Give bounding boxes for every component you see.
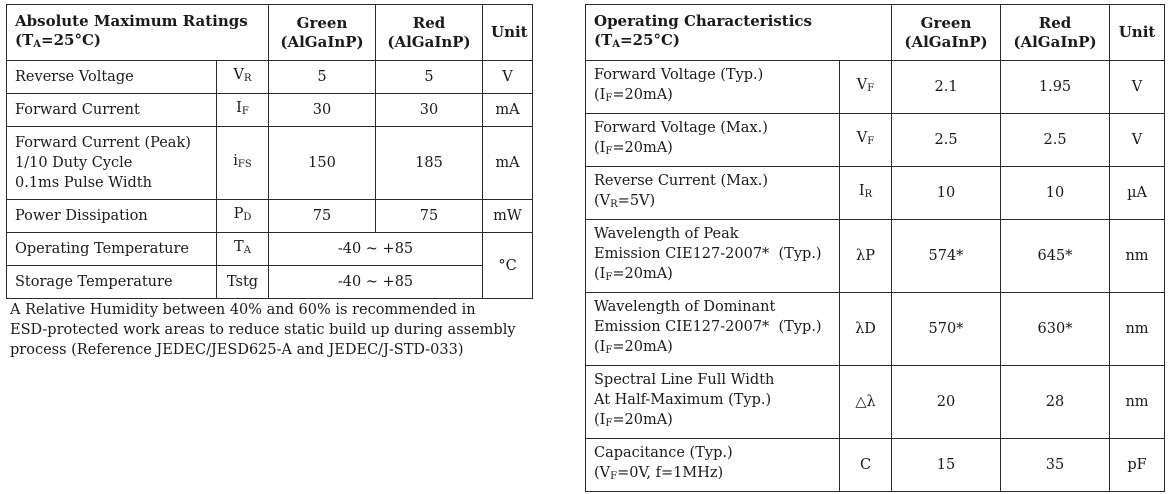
- note-line: A Relative Humidity between 40% and 60% is recommended in: [10, 302, 476, 318]
- unit-cell: mW: [483, 200, 533, 233]
- table-row: [586, 114, 1165, 167]
- table-header-row: [586, 5, 1165, 61]
- parameter-cell: Wavelength of Dominant Emission CIE127-2007* (Typ.) $(I_F=20mA)$: [586, 293, 840, 366]
- symbol-cell: $I_R$: [840, 167, 892, 220]
- red-column-header: Red (AlGaInP): [376, 5, 483, 61]
- symbol-cell: C: [840, 439, 892, 492]
- table-condition: $(T_A=25^\circ C)$: [15, 30, 102, 50]
- symbol-cell: λD: [840, 293, 892, 366]
- green-column-header: Green (AlGaInP): [892, 5, 1001, 61]
- table-row: [586, 439, 1165, 492]
- parameter-cell: Operating Temperature: [7, 233, 217, 266]
- table-row: [586, 167, 1165, 220]
- red-value-cell: 2.5: [1001, 114, 1110, 167]
- symbol-cell: $i_{FS}$: [217, 127, 269, 200]
- table-row: [7, 94, 533, 127]
- table-row: [586, 366, 1165, 439]
- absolute-maximum-ratings-table: [6, 4, 533, 299]
- green-value-cell: 20: [892, 366, 1001, 439]
- green-value-cell: 150: [269, 127, 376, 200]
- green-value-cell: 2.1: [892, 61, 1001, 114]
- table-title-cell: [7, 5, 269, 61]
- unit-column-header: Unit: [483, 5, 533, 61]
- symbol-cell: $P_D$: [217, 200, 269, 233]
- green-value-cell: 30: [269, 94, 376, 127]
- unit-cell: µA: [1110, 167, 1165, 220]
- parameter-cell: Reverse Voltage: [7, 61, 217, 94]
- table-row: [586, 293, 1165, 366]
- red-value-cell: 185: [376, 127, 483, 200]
- table-row: [7, 233, 533, 266]
- red-value-cell: 10: [1001, 167, 1110, 220]
- unit-cell: nm: [1110, 220, 1165, 293]
- green-value-cell: 5: [269, 61, 376, 94]
- green-column-header: Green (AlGaInP): [269, 5, 376, 61]
- table-header-row: [7, 5, 533, 61]
- red-value-cell: 1.95: [1001, 61, 1110, 114]
- red-value-cell: 5: [376, 61, 483, 94]
- table-row: [586, 61, 1165, 114]
- green-value-cell: 15: [892, 439, 1001, 492]
- unit-cell: V: [1110, 114, 1165, 167]
- table-row: [7, 127, 533, 200]
- note-line: process (Reference JEDEC/JESD625-A and JEDEC/J-STD-033): [10, 342, 464, 358]
- red-value-cell: 28: [1001, 366, 1110, 439]
- table-title-cell: [586, 5, 892, 61]
- green-value-cell: 574*: [892, 220, 1001, 293]
- red-value-cell: 35: [1001, 439, 1110, 492]
- red-value-cell: 645*: [1001, 220, 1110, 293]
- green-value-cell: 2.5: [892, 114, 1001, 167]
- temperature-unit-cell: °C: [483, 233, 533, 299]
- table-condition: $(T_A=25^\circ C)$: [594, 30, 681, 50]
- symbol-cell: $I_F$: [217, 94, 269, 127]
- range-cell: -40 ~ +85: [269, 233, 483, 266]
- symbol-cell: $V_R$: [217, 61, 269, 94]
- note-line: ESD-protected work areas to reduce static build up during assembly: [10, 322, 516, 338]
- parameter-cell: Forward Voltage (Max.) $(I_F=20mA)$: [586, 114, 840, 167]
- green-value-cell: 10: [892, 167, 1001, 220]
- parameter-cell: Forward Current: [7, 94, 217, 127]
- unit-cell: mA: [483, 94, 533, 127]
- table-title: Operating Characteristics: [594, 11, 813, 30]
- unit-cell: mA: [483, 127, 533, 200]
- humidity-note: [10, 300, 550, 360]
- unit-cell: nm: [1110, 293, 1165, 366]
- unit-cell: nm: [1110, 366, 1165, 439]
- parameter-cell: Storage Temperature: [7, 266, 217, 299]
- range-cell: -40 ~ +85: [269, 266, 483, 299]
- table-title: Absolute Maximum Ratings: [15, 11, 248, 30]
- parameter-cell: Power Dissipation: [7, 200, 217, 233]
- parameter-cell: Spectral Line Full Width At Half-Maximum (Typ.) $(I_F=20mA)$: [586, 366, 840, 439]
- red-value-cell: 630*: [1001, 293, 1110, 366]
- symbol-cell: $V_F$: [840, 61, 892, 114]
- symbol-cell: △λ: [840, 366, 892, 439]
- unit-column-header: Unit: [1110, 5, 1165, 61]
- operating-characteristics-table: [585, 4, 1165, 492]
- red-value-cell: 30: [376, 94, 483, 127]
- parameter-cell: Forward Voltage (Typ.) $(I_F=20mA)$: [586, 61, 840, 114]
- red-value-cell: 75: [376, 200, 483, 233]
- unit-cell: V: [483, 61, 533, 94]
- symbol-cell: Tstg: [217, 266, 269, 299]
- table-row: [586, 220, 1165, 293]
- parameter-cell: Forward Current (Peak) 1/10 Duty Cycle 0.1ms Pulse Width: [7, 127, 217, 200]
- unit-cell: V: [1110, 61, 1165, 114]
- green-value-cell: 75: [269, 200, 376, 233]
- unit-cell: pF: [1110, 439, 1165, 492]
- table-row: [7, 200, 533, 233]
- table-row: [7, 266, 533, 299]
- green-value-cell: 570*: [892, 293, 1001, 366]
- table-row: [7, 61, 533, 94]
- symbol-cell: $T_A$: [217, 233, 269, 266]
- parameter-cell: Capacitance (Typ.) ($V_F=0V$, f=1MHz): [586, 439, 840, 492]
- symbol-cell: $V_F$: [840, 114, 892, 167]
- red-column-header: Red (AlGaInP): [1001, 5, 1110, 61]
- symbol-cell: λP: [840, 220, 892, 293]
- parameter-cell: Wavelength of Peak Emission CIE127-2007* (Typ.) $(I_F=20mA)$: [586, 220, 840, 293]
- parameter-cell: Reverse Current (Max.) $(V_R=5V)$: [586, 167, 840, 220]
